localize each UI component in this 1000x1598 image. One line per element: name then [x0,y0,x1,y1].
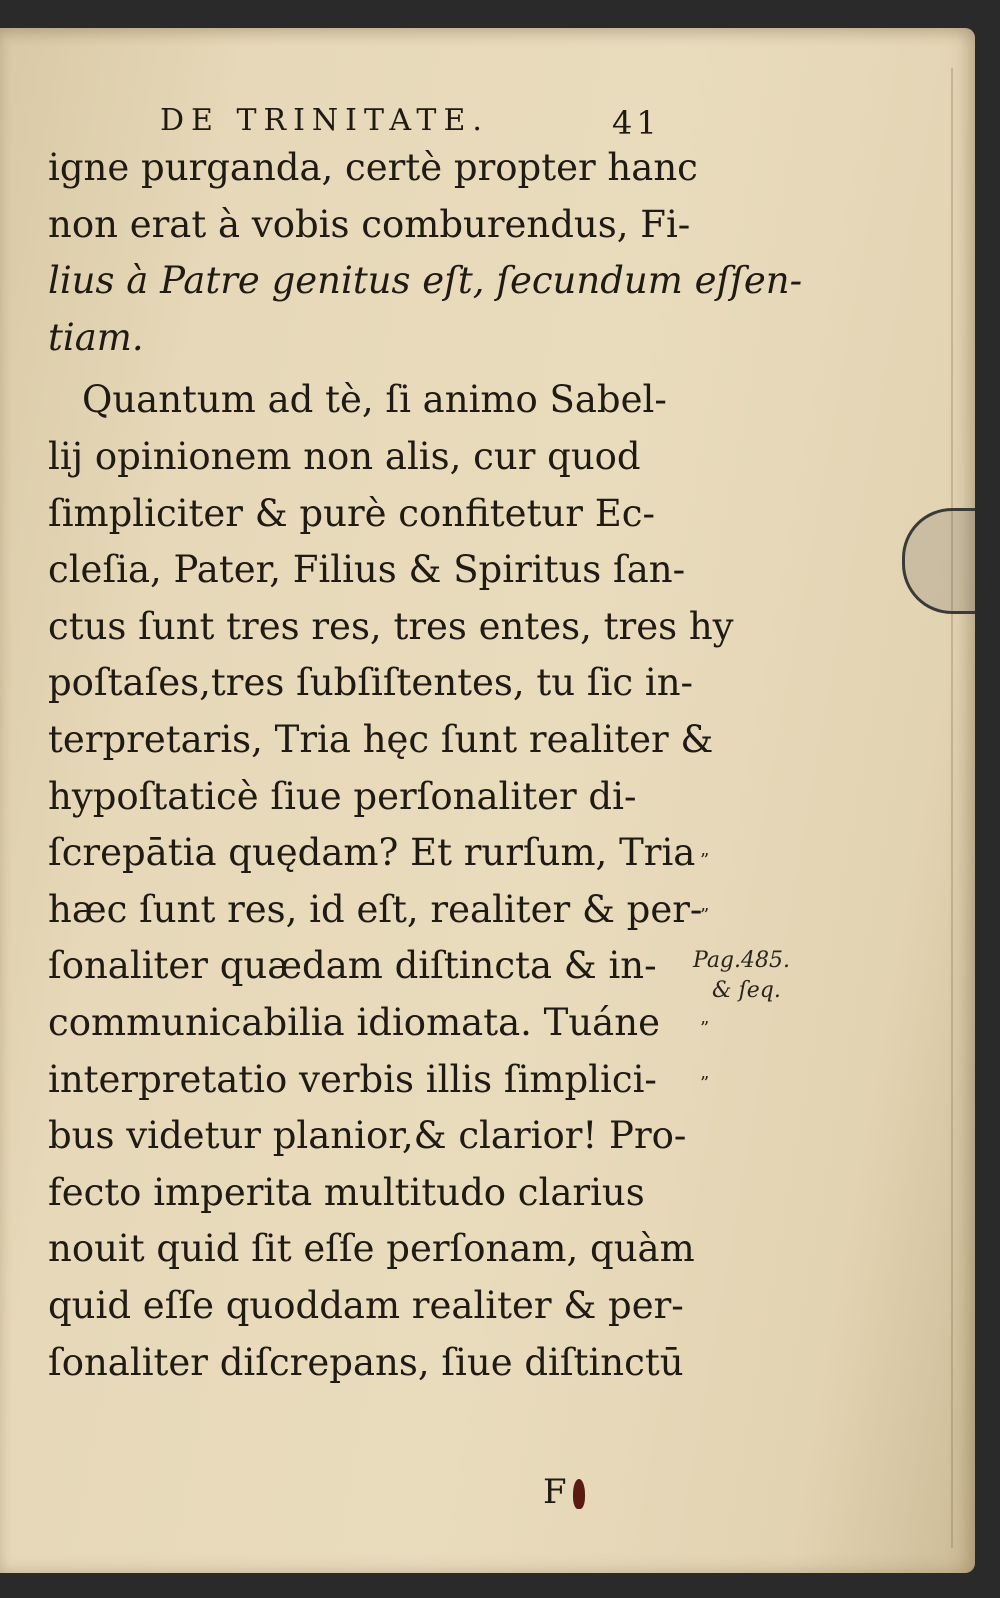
text-line: Quantum ad tè, ſi animo Sabel- [82,378,667,422]
margin-quote-mark: ” [700,1018,710,1039]
text-line: hæc ſunt res, id eſt, realiter & per- [48,887,703,931]
text-line: tiam. [48,315,144,359]
margin-quote-mark: ” [700,1073,710,1094]
text-line: ctus ſunt tres res, tres entes, tres hy [48,604,734,648]
margin-note-continuation: & ſeq. [712,978,781,1003]
text-line: ſonaliter quædam diſtincta & in- [48,944,657,988]
page-edge [951,68,953,1548]
text-line: poſtaſes,tres ſubſiſtentes, tu ſic in- [48,661,694,705]
text-line: hypoſtaticè ſiue perſonaliter di- [48,774,637,818]
text-line: fecto imperita multitudo clarius [48,1170,645,1214]
text-line: ſonaliter diſcrepans, ſiue diſtinctū [48,1340,684,1384]
running-title: DE TRINITATE. [160,103,489,138]
text-line: non erat à vobis comburendus, Fi- [48,202,691,246]
text-line: ſimpliciter & purè confitetur Ec- [48,491,655,535]
text-line: cleſia, Pater, Filius & Spiritus ſan- [48,548,686,592]
margin-note-reference: Pag.485. [693,948,790,973]
book-clasp [902,508,975,614]
ink-blot-icon [573,1479,585,1509]
text-line: terpretaris, Tria hęc ſunt realiter & [48,718,714,761]
text-line: bus videtur planior,& clarior! Pro- [48,1114,687,1158]
text-line: communicabilia idiomata. Tuáne [48,1001,660,1044]
text-line: lij opinionem non alis, cur quod [48,435,641,478]
page-number: 41 [612,104,661,142]
text-line: igne purganda, certè propter hanc [48,146,698,189]
text-line: interpretatio verbis illis ſimplici- [48,1057,657,1101]
text-line: quid eſſe quoddam realiter & per- [48,1284,684,1327]
text-line: nouit quid ſit eſſe perſonam, quàm [48,1227,695,1271]
margin-quote-mark: ” [700,850,710,871]
text-line: lius à Patre genitus eſt, ſecundum eſſen- [48,259,803,303]
text-line: ſcrepātia quędam? Et rurſum, Tria [48,831,696,875]
margin-quote-mark: ” [700,905,710,926]
signature-letter: F [543,1472,567,1512]
signature-mark [543,1472,585,1512]
